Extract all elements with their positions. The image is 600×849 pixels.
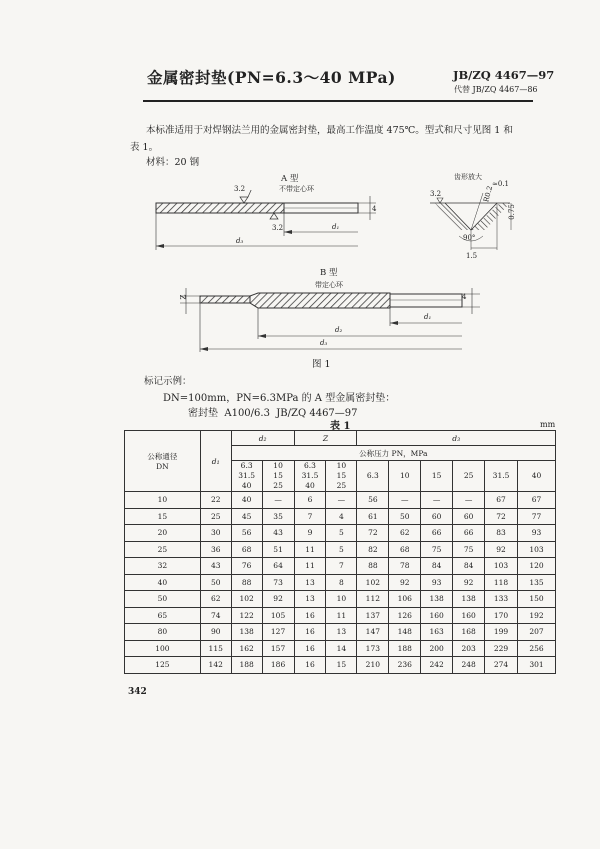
marking-code: 密封垫 A100/6.3 JB/ZQ 4467—97 [188, 408, 358, 419]
table-cell: 203 [453, 640, 485, 657]
table-cell: 92 [389, 574, 421, 591]
table-cell: 40 [231, 492, 262, 509]
table-row [125, 541, 556, 558]
table-row [125, 624, 556, 641]
table-cell: 115 [200, 640, 231, 657]
table-cell: 72 [485, 508, 518, 525]
table-cell: 82 [357, 541, 389, 558]
table-cell: 160 [453, 607, 485, 624]
table-cell: 148 [389, 624, 421, 641]
table-cell: — [262, 492, 294, 509]
table-cell: 229 [485, 640, 518, 657]
table-cell: 40 [125, 574, 201, 591]
table-cell: 15 [125, 508, 201, 525]
table-unit: mm [540, 420, 556, 429]
table-cell: 78 [389, 558, 421, 575]
table-cell: 11 [294, 558, 326, 575]
table-cell: 210 [357, 657, 389, 674]
table-cell: 32 [125, 558, 201, 575]
header-d3-pn: 25 [453, 461, 485, 492]
roughness-label-bottom: 3.2 [272, 224, 284, 232]
table-cell: 242 [421, 657, 453, 674]
scope-paragraph: 本标准适用于对焊钢法兰用的金属密封垫，最高工作温度 475℃。型式和尺寸见图 1 和 [146, 125, 513, 136]
table-title: 表 1 [330, 421, 351, 432]
table-cell: 74 [200, 607, 231, 624]
table-cell: 73 [262, 574, 294, 591]
table-cell: 60 [421, 508, 453, 525]
dim-d1-b: d₁ [424, 313, 432, 321]
table-cell: — [421, 492, 453, 509]
header-dn-label: 公称通径 [147, 452, 178, 461]
table-cell: 6 [294, 492, 326, 509]
table-cell: 10 [326, 591, 357, 608]
table-cell: 138 [421, 591, 453, 608]
dim-d3-a: d₃ [236, 237, 244, 245]
table-cell: 188 [389, 640, 421, 657]
header-d1: d₁ [200, 431, 231, 492]
table-cell: 80 [125, 624, 201, 641]
table-cell: 274 [485, 657, 518, 674]
table-cell: 76 [231, 558, 262, 575]
table-cell: 67 [518, 492, 556, 509]
table-cell: 45 [231, 508, 262, 525]
table-cell: 157 [262, 640, 294, 657]
table-cell: 200 [421, 640, 453, 657]
table-cell: 13 [294, 591, 326, 608]
marking-example: DN=100mm，PN=6.3MPa 的 A 型金属密封垫： [163, 393, 396, 404]
table-cell: 162 [231, 640, 262, 657]
table-cell: 102 [357, 574, 389, 591]
table-cell: 11 [294, 541, 326, 558]
header-pressure: 公称压力 PN，MPa [231, 446, 555, 461]
table-cell: 93 [518, 525, 556, 542]
tooth-radius: R0.2 [482, 185, 495, 203]
table-cell: 118 [485, 574, 518, 591]
dimensions-table [124, 430, 556, 674]
type-b-subtitle: 带定心环 [315, 281, 343, 289]
table-cell: 120 [518, 558, 556, 575]
table-row [125, 607, 556, 624]
table-cell: 142 [200, 657, 231, 674]
table-cell: 61 [357, 508, 389, 525]
table-cell: 13 [294, 574, 326, 591]
table-row [125, 591, 556, 608]
table-cell: 64 [262, 558, 294, 575]
table-cell: 56 [357, 492, 389, 509]
table-cell: 67 [485, 492, 518, 509]
type-a-subtitle: 不带定心环 [279, 185, 314, 193]
material-note: 材料：20 钢 [146, 157, 200, 168]
header-z: Z [294, 431, 357, 446]
table-cell: 112 [357, 591, 389, 608]
table-body [125, 492, 556, 674]
table-cell: 68 [389, 541, 421, 558]
table-cell: 137 [357, 607, 389, 624]
header-d3: d₃ [357, 431, 556, 446]
table-cell: 25 [125, 541, 201, 558]
table-cell: 127 [262, 624, 294, 641]
table-cell: 168 [453, 624, 485, 641]
dim-d1-a: d₁ [332, 223, 340, 231]
table-cell: 84 [421, 558, 453, 575]
table-cell: 56 [231, 525, 262, 542]
marking-title: 标记示例： [144, 376, 192, 387]
table-row [125, 640, 556, 657]
scope-paragraph-cont: 表 1。 [130, 142, 159, 153]
table-cell: 160 [421, 607, 453, 624]
table-cell: 36 [200, 541, 231, 558]
table-row [125, 574, 556, 591]
table-cell: 35 [262, 508, 294, 525]
table-cell: 106 [389, 591, 421, 608]
table-cell: 30 [200, 525, 231, 542]
table-cell: 72 [357, 525, 389, 542]
dim-d3-b: d₃ [320, 339, 328, 347]
table-cell: 43 [262, 525, 294, 542]
table-cell: 256 [518, 640, 556, 657]
table-cell: 66 [421, 525, 453, 542]
tooth-angle: 90° [463, 234, 476, 242]
table-cell: 60 [453, 508, 485, 525]
table-cell: 92 [485, 541, 518, 558]
header-z-group-b: 10 15 25 [326, 461, 357, 492]
type-b-drawing [180, 288, 480, 356]
table-cell: 15 [326, 657, 357, 674]
table-cell: 7 [326, 558, 357, 575]
table-row [125, 492, 556, 509]
table-cell: 186 [262, 657, 294, 674]
table-cell: 68 [231, 541, 262, 558]
table-cell: 100 [125, 640, 201, 657]
type-a-label: A 型 [281, 174, 299, 184]
table-cell: 301 [518, 657, 556, 674]
table-cell: — [326, 492, 357, 509]
table-cell: 65 [125, 607, 201, 624]
table-cell: 93 [421, 574, 453, 591]
table-row [125, 525, 556, 542]
table-cell: 16 [294, 607, 326, 624]
table-cell: 105 [262, 607, 294, 624]
table-cell: 236 [389, 657, 421, 674]
table-cell: 133 [485, 591, 518, 608]
type-a-drawing [140, 190, 380, 250]
standard-number: JB/ZQ 4467—97 [453, 68, 555, 82]
table-cell: 103 [485, 558, 518, 575]
header-d3-pn: 40 [518, 461, 556, 492]
type-b-label: B 型 [320, 268, 338, 278]
dim-z-b: Z [179, 294, 188, 300]
table-cell: 88 [357, 558, 389, 575]
table-cell: 126 [389, 607, 421, 624]
table-cell: 188 [231, 657, 262, 674]
table-cell: 88 [231, 574, 262, 591]
header-d2-group-b: 10 15 25 [262, 461, 294, 492]
table-cell: — [453, 492, 485, 509]
header-dn-symbol: DN [156, 462, 169, 471]
table-cell: 50 [125, 591, 201, 608]
table-cell: 84 [453, 558, 485, 575]
table-cell: 43 [200, 558, 231, 575]
header-z-group-a: 6.3 31.5 40 [294, 461, 326, 492]
header-rule [143, 100, 533, 102]
tooth-pitch: 1.5 [466, 252, 478, 260]
table-cell: 199 [485, 624, 518, 641]
table-cell: 25 [200, 508, 231, 525]
table-cell: 138 [453, 591, 485, 608]
table-cell: 62 [200, 591, 231, 608]
table-cell: 51 [262, 541, 294, 558]
dim-d2-b: d₂ [335, 326, 343, 334]
table-cell: 5 [326, 541, 357, 558]
table-cell: 5 [326, 525, 357, 542]
table-cell: — [389, 492, 421, 509]
header-d3-pn: 31.5 [485, 461, 518, 492]
dim-thickness-a: 4 [372, 205, 377, 213]
table-cell: 90 [200, 624, 231, 641]
table-cell: 66 [453, 525, 485, 542]
table-cell: 77 [518, 508, 556, 525]
table-cell: 173 [357, 640, 389, 657]
table-cell: 83 [485, 525, 518, 542]
header-d2-group-a: 6.3 31.5 40 [231, 461, 262, 492]
table-cell: 207 [518, 624, 556, 641]
tooth-tolerance: ≈0.1 [492, 180, 509, 188]
table-cell: 163 [421, 624, 453, 641]
table-cell: 75 [421, 541, 453, 558]
table-row [125, 657, 556, 674]
header-dn [125, 431, 201, 492]
page-number: 342 [128, 687, 147, 697]
table-cell: 102 [231, 591, 262, 608]
table-cell: 13 [326, 624, 357, 641]
table-cell: 135 [518, 574, 556, 591]
table-row [125, 508, 556, 525]
header-d2: d₂ [231, 431, 294, 446]
table-cell: 138 [231, 624, 262, 641]
table-cell: 50 [200, 574, 231, 591]
table-cell: 8 [326, 574, 357, 591]
roughness-label-top: 3.2 [234, 185, 246, 193]
table-cell: 20 [125, 525, 201, 542]
tooth-detail-drawing [425, 188, 520, 260]
table-cell: 4 [326, 508, 357, 525]
table-cell: 50 [389, 508, 421, 525]
tooth-detail-title: 齿形放大 [454, 173, 482, 181]
header-d3-pn: 10 [389, 461, 421, 492]
table-cell: 16 [294, 640, 326, 657]
table-cell: 14 [326, 640, 357, 657]
table-cell: 16 [294, 657, 326, 674]
table-cell: 248 [453, 657, 485, 674]
table-cell: 10 [125, 492, 201, 509]
table-cell: 16 [294, 624, 326, 641]
figure-caption: 图 1 [312, 359, 331, 370]
table-cell: 22 [200, 492, 231, 509]
table-cell: 125 [125, 657, 201, 674]
table-cell: 75 [453, 541, 485, 558]
table-row [125, 558, 556, 575]
table-cell: 170 [485, 607, 518, 624]
dim-thickness-b: 4 [462, 293, 467, 301]
table-cell: 92 [453, 574, 485, 591]
header-d3-pn: 15 [421, 461, 453, 492]
tooth-depth: 0.75 [507, 204, 516, 220]
header-d3-pn: 6.3 [357, 461, 389, 492]
table-cell: 11 [326, 607, 357, 624]
table-cell: 122 [231, 607, 262, 624]
page-title: 金属密封垫(PN=6.3～40 MPa) [147, 68, 396, 87]
table-cell: 192 [518, 607, 556, 624]
table-cell: 147 [357, 624, 389, 641]
table-cell: 62 [389, 525, 421, 542]
table-cell: 103 [518, 541, 556, 558]
table-cell: 7 [294, 508, 326, 525]
table-cell: 92 [262, 591, 294, 608]
table-cell: 150 [518, 591, 556, 608]
replaced-standard: 代替 JB/ZQ 4467—86 [454, 85, 538, 94]
tooth-roughness: 3.2 [430, 190, 442, 198]
table-cell: 9 [294, 525, 326, 542]
